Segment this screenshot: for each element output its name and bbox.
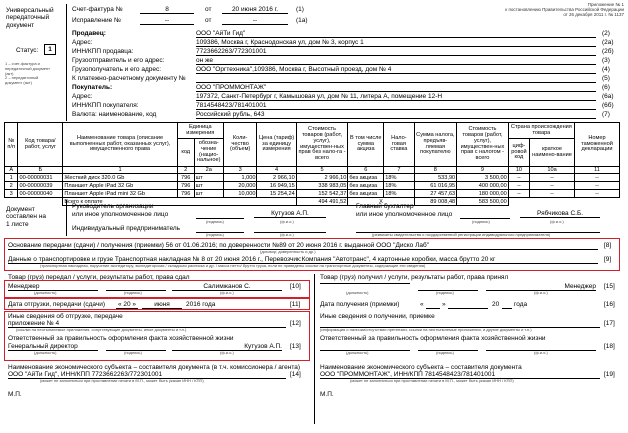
sign-hint: (подпись) [206, 219, 224, 224]
cell: Планшет Apple iPad 32 Gb [63, 182, 177, 190]
receive-day-close: » [442, 301, 446, 308]
invoice-number[interactable]: 8 [140, 6, 194, 14]
invoice-code: (1) [296, 6, 304, 13]
transport-hint: (транспортная накладная, поручение экспедитору, экспедиторская / складская расписка и др. / масса нетто/ брутто груза, если не приведены ссылки на транспортные документы, содержащие эти сведения) [40, 264, 426, 268]
seller-address-value[interactable]: 109386, Москва г, Краснодонская ул, дом № 3, корпус 1 [196, 39, 596, 47]
cell: -- [530, 182, 575, 190]
cell: 1,000 [223, 174, 257, 182]
correction-from: от [205, 17, 212, 24]
total-cost: 494 491,52 [296, 198, 348, 206]
hint-sign: (подпись) [124, 350, 142, 355]
cell: -- [530, 190, 575, 198]
col-num: № п/п [5, 123, 18, 167]
receive-month[interactable] [448, 308, 488, 309]
right-entity-value[interactable]: ООО "ПРОММОНТАЖ", ИНН/КПП 7814548423/781401001 [320, 371, 600, 379]
fio-hint: (ф.и.о.) [280, 219, 294, 224]
cell: 796 [177, 182, 194, 190]
left-entity-label: Наименование экономического субъекта – составителя документа (в т.ч. комиссионера / агента) [8, 364, 301, 371]
hint-fio: (ф.и.о.) [220, 350, 234, 355]
cell: 2 966,10 [296, 174, 348, 182]
ship-date-label: Дата отгрузки, передачи (сдачи) [8, 301, 106, 308]
code-12: [12] [290, 320, 301, 327]
col-code: Код товара/ работ, услуг [18, 123, 63, 167]
accountant-name[interactable]: Рябчикова С.Б. [520, 210, 600, 218]
code-2b: (2б) [602, 48, 614, 55]
colnum: 8 [414, 167, 457, 174]
ip-label: Индивидуальный предприниматель [72, 225, 181, 232]
col-tax: Сумма налога, предъяв-ляемая покупателю [414, 123, 457, 167]
hint-fio: (ф.и.о.) [534, 350, 548, 355]
right-position[interactable]: Менеджер [486, 283, 596, 291]
seller-inn-value[interactable]: 7723662263/772301001 [196, 48, 596, 56]
cell: -- [574, 182, 619, 190]
cell: 18% [384, 174, 414, 182]
receive-date-label: Дата получения (приемки) [320, 301, 400, 308]
left-other-label: Иные сведения об отгрузке, передаче [8, 313, 123, 320]
receive-day-open: « [420, 301, 424, 308]
consignee-label: Грузополучатель и его адрес: [72, 66, 162, 73]
cell: 338 983,05 [296, 182, 348, 190]
cell: 27 457,63 [414, 190, 457, 198]
cell: 18% [384, 182, 414, 190]
right-title: Товар (груз) получил / услуги, результаты работ, права принял [320, 274, 509, 281]
col-country-code: циф-ровой код [508, 139, 529, 167]
buyer-address-label: Адрес: [72, 93, 93, 100]
hint-fio: (ф.и.о.) [534, 290, 548, 295]
left-resp-position[interactable]: Генеральный директор [8, 343, 98, 351]
table-row[interactable] [5, 174, 620, 182]
right-other-hint: (информация о наличии/отсутствии претензии; ссылки на неотъемлемые приложения, и другие документы и т.п.) [320, 328, 532, 332]
cell: шт [194, 190, 223, 198]
cell: 3 [5, 190, 18, 198]
right-other-label: Иные сведения о получении, приемке [320, 313, 435, 320]
shipper-value[interactable]: он же [196, 57, 596, 65]
bottom-divider [314, 274, 315, 424]
cell: 61 016,95 [414, 182, 457, 190]
receive-year: 20 [492, 301, 500, 308]
seller-address-label: Адрес: [72, 39, 93, 46]
code-15: [15] [604, 283, 615, 290]
colnum: 10 [508, 167, 529, 174]
document-composed: Документ составлен на 1 листе [6, 206, 47, 228]
seller-value[interactable]: ООО "АйТи Гид" [196, 30, 596, 38]
colnum: 6 [348, 167, 384, 174]
col-unit-name: обозна-чение (нацио-нальное) [194, 139, 223, 167]
basis-hint: (договор; доверенность и др.) [260, 249, 316, 254]
col-country-name: краткое наимено-вание [530, 139, 575, 167]
colnum: 5 [296, 167, 348, 174]
cell: шт [194, 174, 223, 182]
ship-year: 2016 года [186, 301, 216, 308]
colnum: 11 [574, 167, 619, 174]
cell: 00-00000031 [18, 174, 63, 182]
left-other-value[interactable]: приложение № 4 [8, 320, 286, 328]
left-other-hint: (ссылки на неотъемлемые приложения, сопутствующие документы, иные документы и т.п.) [16, 327, 187, 332]
cell: -- [508, 174, 529, 182]
basis-text[interactable]: Основание передачи (сдачи) / получения (приемки) 56 от 01.06.2016; по доверенности №89 от 20 июня 2016 г. выданной ООО "Диско Лаб" [8, 242, 429, 249]
cell: 180 000,00 [457, 190, 509, 198]
code-16: [16] [604, 301, 615, 308]
buyer-inn-value[interactable]: 7814548423/781401001 [196, 102, 596, 110]
cell: 18% [384, 190, 414, 198]
fio-hint: (ф.и.о.) [280, 232, 294, 237]
col-unit: Единица измерения [177, 123, 223, 139]
code-7: (7) [602, 111, 610, 118]
invoice-date[interactable]: 20 июня 2016 г. [222, 6, 288, 14]
currency-label: Валюта: наименование, код [72, 111, 157, 118]
fio-hint: (ф.и.о.) [550, 219, 564, 224]
col-price: Цена (тариф) за единицу измерения [257, 123, 296, 167]
code-17: [17] [604, 320, 615, 327]
cell: 16 949,15 [257, 182, 296, 190]
right-position-blank[interactable] [320, 283, 410, 284]
status-label: Статус: [16, 47, 39, 54]
cell: -- [530, 174, 575, 182]
payment-doc-value[interactable] [196, 75, 596, 83]
code-14: [14] [290, 371, 301, 378]
buyer-label: Покупатель: [72, 84, 113, 91]
total-tax: 89 008,48 [414, 198, 457, 206]
right-resp-label: Ответственный за правильность оформления факта хозяйственной жизни [320, 335, 546, 342]
code-18: [18] [604, 343, 615, 350]
receive-year-suffix: года [514, 301, 528, 308]
left-resp-name[interactable]: Кутузов А.П. [172, 343, 282, 351]
document-title: Универсальный передаточный документ [6, 7, 54, 29]
colnum: А [5, 167, 18, 174]
cell: -- [574, 190, 619, 198]
sign-hint: (подпись) [472, 219, 490, 224]
cell: 00-00000039 [18, 182, 63, 190]
left-stamp-hint: (может не заполняться при проставлении печати в М.П., может быть указан ИНН / КПП) [40, 378, 204, 383]
shipper-label: Грузоотправитель и его адрес: [72, 57, 165, 64]
cell: без акциза [348, 174, 384, 182]
cell: 796 [177, 190, 194, 198]
status-value[interactable]: 1 [44, 44, 56, 55]
correction-code: (1а) [296, 17, 308, 24]
colnum: Б [18, 167, 63, 174]
accountant-label: Главный бухгалтер или иное уполномоченное лицо [356, 203, 453, 218]
hint-sign: (подпись) [436, 350, 454, 355]
cell: 10,000 [223, 190, 257, 198]
sig-divider [66, 200, 67, 236]
ship-month[interactable]: июня [142, 301, 182, 309]
correction-date[interactable]: -- [222, 17, 288, 25]
col-name: Наименование товара (описание выполненных работ, оказанных услуг), имущественного права [63, 123, 177, 167]
right-stamp-hint: (может не заполняться при проставлении печати в М.П., может быть указан ИНН / КПП) [350, 378, 514, 383]
col-country: Страна происхождения товара [508, 123, 574, 139]
left-resp-label: Ответственный за правильность оформления факта хозяйственной жизни [8, 335, 234, 342]
colnum: 3 [223, 167, 257, 174]
code-5: (5) [602, 75, 610, 82]
buyer-address-value[interactable]: 197372, Санкт-Петербург г, Камышовая ул, дом № 11, литера А, помещение 12-Н [196, 93, 596, 101]
code-11: [11] [290, 301, 301, 308]
hint-fio: (ф.и.о.) [220, 290, 234, 295]
cell: Планшет Apple iPad mini 32 Gb [63, 190, 177, 198]
code-2: (2) [602, 30, 610, 37]
hint-sign: (подпись) [436, 290, 454, 295]
code-3: (3) [602, 57, 610, 64]
buyer-inn-label: ИНН/КПП покупателя: [72, 102, 139, 109]
cell: 2 966,10 [257, 174, 296, 182]
seller-label: Продавец: [72, 30, 106, 37]
invoice-from: от [205, 6, 212, 13]
column-numbers-row [5, 167, 620, 174]
col-rate: Нало-говая ставка [384, 123, 414, 167]
receive-day[interactable] [426, 308, 440, 309]
code-6: (6) [602, 84, 610, 91]
hint-position: (должность) [34, 350, 57, 355]
hint-position: (должность) [346, 290, 369, 295]
colnum: 10а [530, 167, 575, 174]
cell: 2 [5, 182, 18, 190]
code-19: [19] [604, 371, 615, 378]
table-row[interactable] [5, 182, 620, 190]
colnum: 1 [63, 167, 177, 174]
receive-year-line[interactable] [502, 308, 512, 309]
header-divider [66, 4, 67, 121]
right-entity-label: Наименование экономического субъекта – составителя документа [320, 364, 522, 371]
cell: 3 500,00 [457, 174, 509, 182]
cell: Жесткий диск 320.0 Gb [63, 174, 177, 182]
colnum: 4 [257, 167, 296, 174]
head-label: Руководитель организации или иное уполномоченное лицо [72, 203, 169, 218]
colnum: 2 [177, 167, 194, 174]
correction-number[interactable]: -- [140, 17, 194, 25]
code-9: [9] [604, 256, 612, 263]
consignee-value[interactable]: ООО "Оргтехника",109386, Москва г, Высотный проезд, дом № 4 [196, 66, 596, 74]
cell: -- [508, 182, 529, 190]
right-mp: М.П. [320, 391, 334, 398]
cell: 533,90 [414, 174, 457, 182]
hint-position: (должность) [346, 350, 369, 355]
cell: 152 542,37 [296, 190, 348, 198]
invoice-label: Счет-фактура № [72, 6, 123, 13]
ship-day[interactable]: « 20 » [117, 301, 137, 308]
code-6a: (6а) [602, 93, 614, 100]
table-row[interactable] [5, 190, 620, 198]
col-customs: Номер таможенной декларации [574, 123, 619, 167]
cell: без акциза [348, 190, 384, 198]
status-note: 1 – счет-фактура и передаточный документ (акт) 2 – передаточный документ (акт) [5, 61, 50, 86]
code-10: [10] [290, 283, 301, 290]
cell: 20,000 [223, 182, 257, 190]
transport-text[interactable]: Данные о транспортировке и грузе Транспортная накладная № 8 от 20 июня 2016 г., Перевозчик:Компания "Автотранс", 4 картонные коробки, масса брутто 20 кг [8, 256, 496, 263]
code-4: (4) [602, 66, 610, 73]
cell: 796 [177, 174, 194, 182]
total-excise: X [348, 198, 414, 206]
cell: 400 000,00 [457, 182, 509, 190]
hint-sign: (подпись) [124, 290, 142, 295]
col-excise: В том числе сумма акциза [348, 123, 384, 167]
code-2a: (2а) [602, 39, 614, 46]
col-cost-no-tax: Стоимость товаров (работ, услуг), имуществен-ных прав без нало-га - всего [296, 123, 348, 167]
payment-doc-label: К платежно-расчетному документу № [72, 75, 186, 82]
cell: 1 [5, 174, 18, 182]
head-name[interactable]: Кутузов А.П. [254, 210, 326, 218]
buyer-value[interactable]: ООО "ПРОММОНТАЖ" [196, 84, 596, 92]
cell: шт [194, 182, 223, 190]
cell: -- [574, 174, 619, 182]
left-name[interactable]: Салимжанов С. [172, 283, 282, 291]
cell: 15 254,24 [257, 190, 296, 198]
col-qty: Коли-чество (объем) [223, 123, 257, 167]
colnum: 2а [194, 167, 223, 174]
left-entity-value[interactable]: ООО "АйТи Гид", ИНН/КПП 7723662263/772301001 [8, 371, 286, 379]
total-with-tax: 583 500,00 [457, 198, 509, 206]
code-6b: (6б) [602, 102, 614, 109]
cell: 00-00000040 [18, 190, 63, 198]
correction-label: Исправление № [72, 17, 121, 24]
seller-inn-label: ИНН/КПП продавца: [72, 48, 134, 55]
cell: без акциза [348, 182, 384, 190]
colnum: 7 [384, 167, 414, 174]
cell: -- [508, 190, 529, 198]
code-13: [13] [290, 343, 301, 350]
left-title: Товар (груз) передал / услуги, результаты работ, права сдал [8, 274, 190, 281]
col-cost-tax: Стоимость товаров (работ, услуг), имуществен-ных прав с налогом - всего [457, 123, 509, 167]
currency-value[interactable]: Российский рубль, 643 [196, 111, 596, 119]
sign-hint: (подпись) [206, 232, 224, 237]
regulation-notice: Приложение № 1 к постановлению Правительства Российской Федерации от 26 декабря 2011 г. № 1137 [505, 2, 624, 18]
col-unit-code: код [177, 139, 194, 167]
left-mp: М.П. [8, 391, 22, 398]
left-position[interactable]: Менеджер [8, 283, 98, 291]
total-label: Всего к оплате [63, 198, 296, 206]
code-8: [8] [604, 242, 612, 249]
colnum: 9 [457, 167, 509, 174]
items-table [4, 122, 620, 206]
hint-position: (должность) [34, 290, 57, 295]
ip-hint: (реквизиты свидетельства о государственной регистрации индивидуального предпринимателя) [372, 232, 551, 237]
